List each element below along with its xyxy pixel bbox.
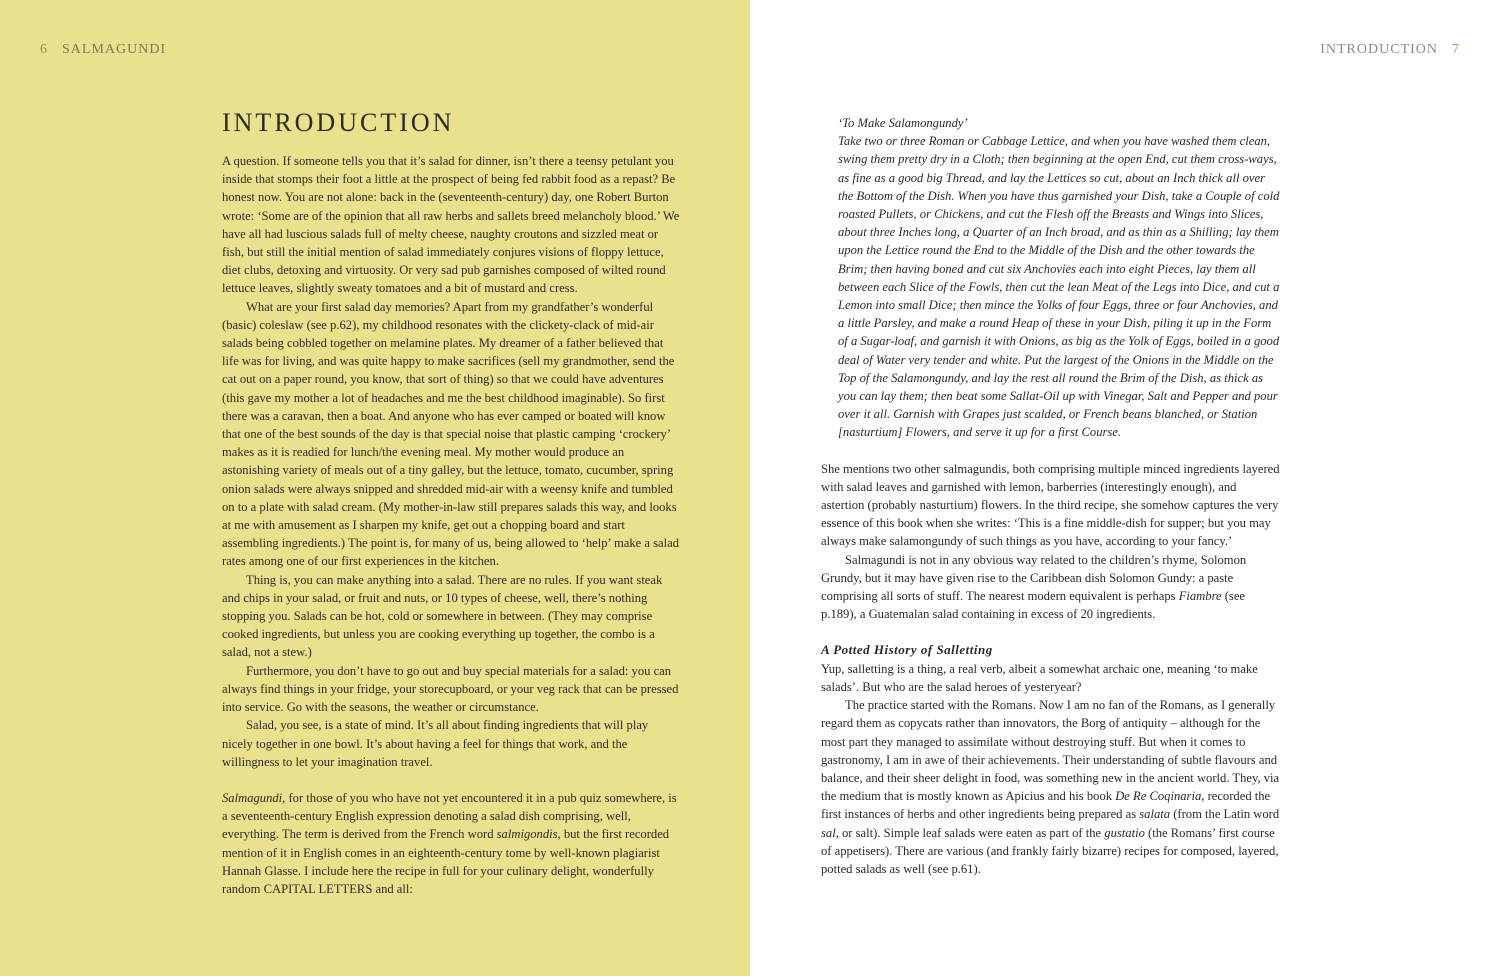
italic-term: salata xyxy=(1139,807,1171,822)
running-head-title-left: SALMAGUNDI xyxy=(62,42,167,57)
recipe-title: ‘To Make Salamongundy’ xyxy=(838,116,968,130)
italic-term: Salmagundi, xyxy=(222,790,286,805)
italic-term: gustatio xyxy=(1104,825,1145,840)
paragraph: She mentions two other salmagundis, both comprising multiple minced ingredients layered with salad leaves and garnished with lemon, barberries (interestingly enough), and astertion (probably nasturtium) flowers. In the third recipe, she somehow captures the very essence of this book when she writes: ‘This is a fine middle-dish for supper; but you may always make salamongundy of such things as you have, according to your fancy.’ xyxy=(821,461,1280,549)
paragraph: The practice started with the Romans. Now I am no fan of the Romans, as I generally regard them as copycats rather than innovators, the Borg of antiquity – although for the most part they managed to assimilate without destroying stuff. But when it comes to gastronomy, I am in awe of their achievements. Their understanding of subtle flavours and balance, and their sheer delight in food, was something new in the ancient world. They, via the medium that is mostly known as Apicius and his book De Re Coqinaria, recorded the first instances of herbs and other ingredients being prepared as salata (from the Latin word sal, or salt). Simple leaf salads were eaten as part of the gustatio (the Romans’ first course of appetisers). There are various (and frankly fairly bizarre) recipes for composed, layered, potted salads as well (see p.61). xyxy=(821,698,1280,876)
paragraph: Yup, salletting is a thing, a real verb, albeit a somewhat archaic one, meaning ‘to make salads’. But who are the salad heroes of yesteryear? xyxy=(821,661,1258,694)
paragraph: What are your first salad day memories? Apart from my grandfather’s wonderful (basic) coleslaw (see p.62), my childhood resonates with the clickety-clack of mid-air salads being cobbled together on melamine plates. My dreamer of a father believed that life was for living, and was quite happy to make sacrifices (sell my grandmother, send the cat out on a paper round, you know, that sort of thing) so that we could have adventures (this gave my mother a lot of headaches and me the best childhood imaginable). So first there was a caravan, then a boat. And anyone who has ever camped or boated will know that one of the best sounds of the day is that special noise that plastic camping ‘crockery’ makes as it is readied for lunch/the evening meal. My mother would produce an astonishing variety of meals out of a tiny galley, but the lettuce, tomato, cucumber, spring onion salads were always snipped and shredded mid-air with a weensy knife and tumbled on to a plate with salad cream. (My mother-in-law still prepares salads this way, and looks at me with amusement as I sharpen my knife, get out a chopping board and start assembling ingredients.) The point is, for many of us, being allowed to ‘help’ make a salad rates among one of our first experiences in the kitchen. xyxy=(222,299,679,569)
recipe-text: Take two or three Roman or Cabbage Lettice, and when you have washed them clean, swing them pretty dry in a Cloth; then beginning at the open End, cut them cross-ways, as fine as a good big Thread, and lay the Lettices so cut, about an Inch thick all over the Bottom of the Dish. When you have thus garnished your Dish, take a Couple of cold roasted Pullets, or Chickens, and cut the Flesh off the Breasts and Wings into Slices, about three Inches long, a Quarter of an Inch broad, and as thin as a Shilling; lay them upon the Lettice round the End to the Middle of the Dish and the other towards the Brim; then having boned and cut six Anchovies each into eight Pieces, lay them all between each Slice of the Fowls, then cut the lean Meat of the Legs into Dice, and cut a Lemon into small Dice; then mince the Yolks of four Eggs, three or four Anchovies, and a little Parsley, and make a round Heap of these in your Dish, piling it up in the Form of a Sugar-loaf, and garnish it with Onions, as big as the Yolk of Eggs, boiled in a good deal of Water very tender and white. Put the largest of the Onions in the Middle on the Top of the Salamongundy, and lay the rest all round the Brim of the Dish, as thick as you can lay them; then beat some Sallat-Oil up with Vinegar, Salt and Pepper and pour over it all. Garnish with Grapes just scalded, or French beans blanched, or Station [nasturtium] Flowers, and serve it up for a first Course. xyxy=(838,134,1280,440)
running-head-title-right: INTRODUCTION xyxy=(1320,42,1438,57)
chapter-title: INTRODUCTION xyxy=(222,108,455,137)
paragraph: Salmagundi is not in any obvious way related to the children’s rhyme, Solomon Grundy, but it may have given rise to the Caribbean dish Solomon Gundy: a paste comprising all sorts of stuff. The nearest modern equivalent is perhaps Fiambre (see p.189), a Guatemalan salad containing in excess of 20 ingredients. xyxy=(821,552,1247,622)
page-number-right: 7 xyxy=(1452,42,1460,57)
paragraph: Salad, you see, is a state of mind. It’s all about finding ingredients that will play nicely together in one bowl. It’s about having a feel for things that work, and the willingness to let your imagination travel. xyxy=(222,718,649,769)
running-head-right xyxy=(1320,42,1460,58)
italic-term: sal xyxy=(821,825,836,840)
right-text-column xyxy=(821,114,1281,878)
section-subheading: A Potted History of Salletting xyxy=(821,642,993,658)
paragraph: Furthermore, you don’t have to go out and buy special materials for a salad: you can always find things in your fridge, your storecupboard, or your veg rack that can be pressed into service. Go with the seasons, the weather or circumstance. xyxy=(222,663,679,715)
salmagundi-paragraph: Salmagundi, for those of you who have not yet encountered it in a pub quiz somewhere, is a seventeenth-century English expression denoting a salad dish comprising, well, everything. The term is derived from the French word salmigondis, but the first recorded mention of it in English comes in an eighteenth-century tome by well-known plagiarist Hannah Glasse. I include here the recipe in full for your culinary delight, wonderfully random CAPITAL LETTERS and all: xyxy=(222,790,677,896)
italic-term: Fiambre xyxy=(1178,589,1222,604)
italic-term: salmigondis, xyxy=(496,827,561,842)
italic-term: De Re Coqinaria xyxy=(1115,789,1202,804)
recipe-quote xyxy=(821,114,1281,442)
paragraph: A question. If someone tells you that it’s salad for dinner, isn’t there a teensy petulant you inside that stomps their foot a little at the prospect of being fed rabbit food as a repast? Be honest now. You are not alone: back in the (seventeenth-century) day, one Robert Burton wrote: ‘Some are of the opinion that all raw herbs and sallets breed melancholy blood.’ We have all had luscious salads full of melty cheese, naughty croutons and sizzled meat or fish, but still the initial mention of salad immediately conjures visions of floppy lettuce, diet clubs, detoxing and virtuosity. Or very sad pub garnishes composed of wilted round lettuce leaves, slightly sweaty tomatoes and a bit of mustard and cress. xyxy=(222,154,680,296)
left-text-column xyxy=(222,108,680,898)
paragraph: Thing is, you can make anything into a salad. There are no rules. If you want steak and chips in your salad, or fruit and nuts, or 10 types of cheese, well, there’s nothing stopping you. Salads can be hot, cold or somewhere in between. (They may comprise cooked ingredients, but unless you are cooking everything up together, the combo is a salad, not a stew.) xyxy=(222,572,663,660)
page-number-left: 6 xyxy=(40,42,48,57)
running-head-left xyxy=(40,42,166,58)
